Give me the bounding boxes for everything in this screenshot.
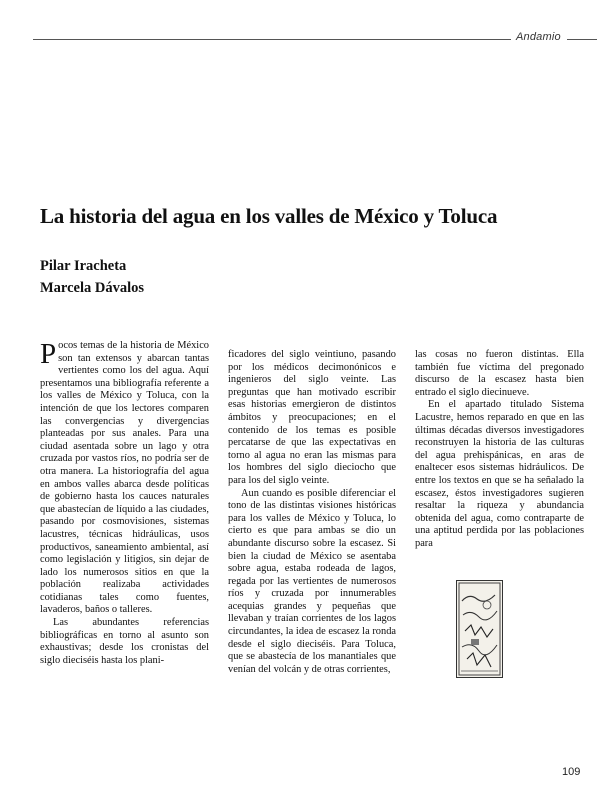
drop-cap: P bbox=[40, 338, 57, 370]
engraving-illustration-drawing bbox=[457, 581, 502, 677]
paragraph: En el apartado titulado Sistema Lacustre, hemos reparado en que en las últimas décadas diversos investigadores reconstruyen la historia de las culturas del agua prehispánicas, en aras de enaltecer esos sistemas hidráulicos. De entre los textos en que se ha señalado la escasez, éstos investigadores sugieren resaltar la riqueza y abundancia obtenida del agua, como contraparte de una aptitud perdida por las poblaciones para bbox=[415, 399, 584, 549]
text-column-3 bbox=[415, 349, 584, 551]
paragraph: Las abundantes referencias bibliográficas en torno al asunto son exhaustivas; desde los cronistas del siglo dieciséis hasta los plani- bbox=[40, 617, 209, 666]
author-name-2: Marcela Dávalos bbox=[40, 280, 145, 296]
running-head-rule-left bbox=[33, 39, 511, 40]
paragraph-text: ocos temas de la historia de México son tan extensos y abarcan tantas vertientes como los del agua. Aquí presentamos una bibliografía referente a los valles de México y Toluca, con la intención de que los lectores comparen las convergencias y divergencias planteadas por sus anales. Para una ciudad asentada sobre un lago y otra cruzada por vastos ríos, no podría ser de otra manera. La historiografía del agua en ambos valles abarca desde políticas de gobierno hasta los cauces naturales que abastecían de líquido a las ciudades, pasando por cosmovisiones, sistemas lacustres, técnicas hidráulicas, usos productivos, saneamiento ambiental, así como legislación y litigios, sin dejar de lado los numerosos sitios en que la población realizaba actividades cotidianas tales como fuentes, lavaderos, baños o talleres. bbox=[40, 340, 209, 616]
paragraph bbox=[40, 340, 209, 617]
text-column-1 bbox=[40, 340, 209, 667]
paragraph: ficadores del siglo veintiuno, pasando por los médicos decimonónicos e ingenieros del siglo veinte. Las preguntas que han motivado escribir esas historias emergieron de distintos ámbitos y preocupaciones; en el contenido de los temas es posible percatarse de que las expectativas en torno al agua no eran las mismas para los hombres del siglo dieciocho que para los del siglo veinte. bbox=[228, 349, 396, 486]
article-title: La historia del agua en los valles de México y Toluca bbox=[40, 204, 498, 228]
text-column-2 bbox=[228, 349, 396, 676]
paragraph: Aun cuando es posible diferenciar el tono de las distintas visiones históricas para los valles de México y Toluca, lo cierto es que para ambas se dio un abundante discurso sobre la escasez. Si bien la ciudad de México se asentaba sobre agua, estaba rodeada de lagos, regada por las vertientes de numerosos ríos y cruzada por innumerables acequias grandes y pequeñas que llevaban y traían corrientes de los lagos circundantes, la idea de escasez la ronda desde el siglo dieciséis. Para Toluca, que se abastecía de los manantiales que venían del volcán y de otras corrientes, bbox=[228, 487, 396, 675]
paragraph: las cosas no fueron distintas. Ella también fue víctima del pregonado discurso de la escasez hasta bien entrado el siglo diecinueve. bbox=[415, 349, 584, 398]
engraving-illustration-icon bbox=[456, 580, 503, 678]
section-label: Andamio bbox=[516, 31, 561, 43]
running-head-rule-right bbox=[567, 39, 597, 40]
author-name-1: Pilar Iracheta bbox=[40, 258, 127, 274]
page-number: 109 bbox=[562, 766, 581, 778]
